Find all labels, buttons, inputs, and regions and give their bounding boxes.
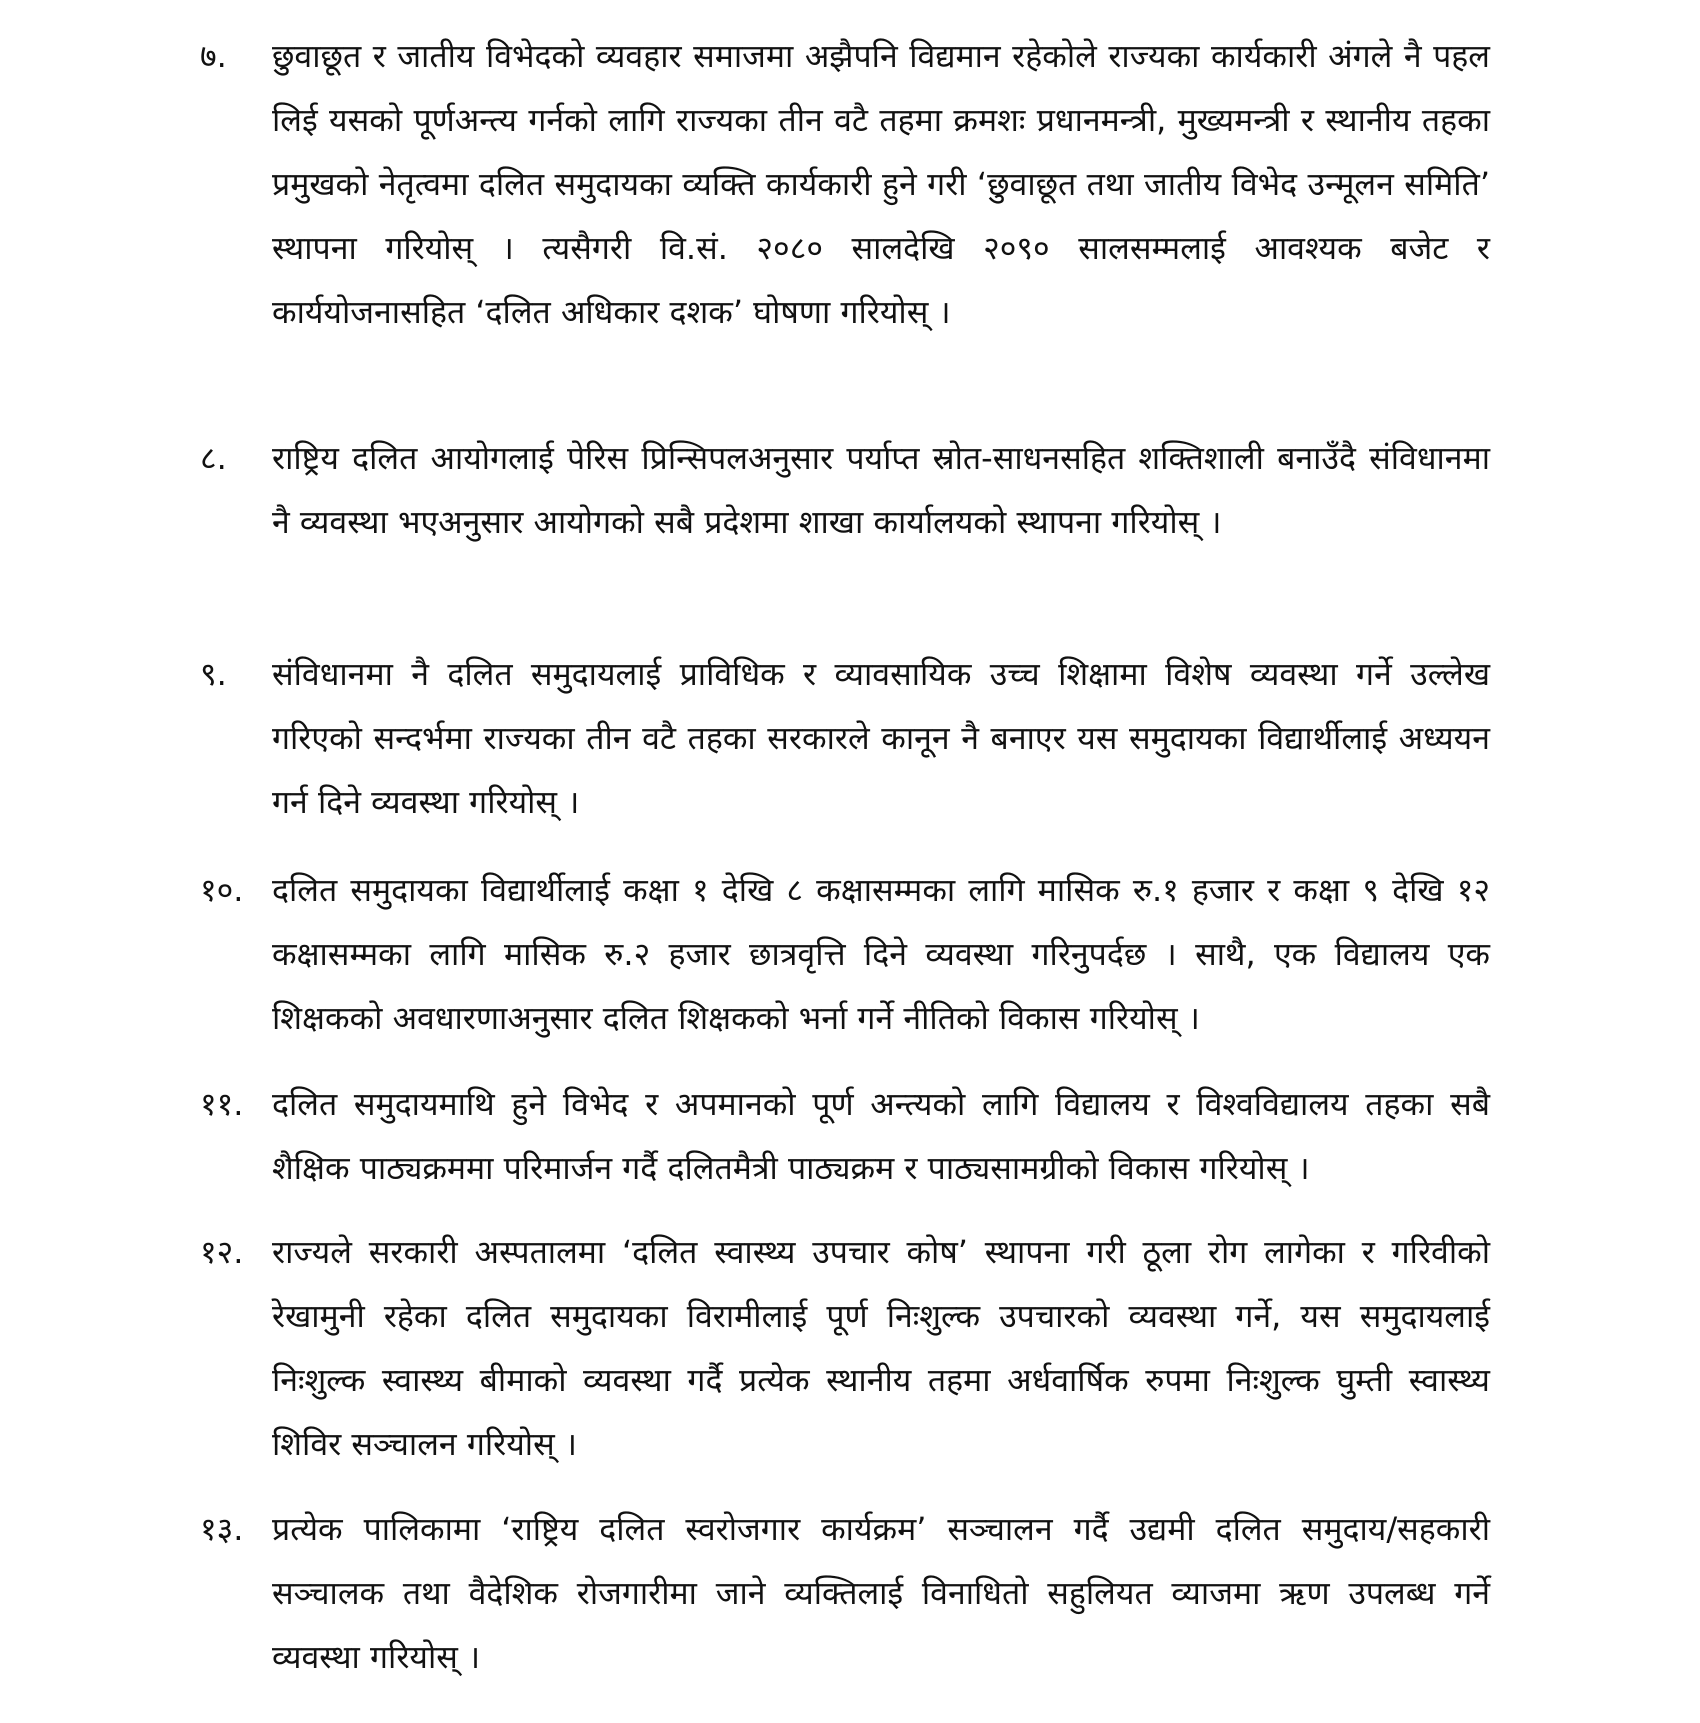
list-item (200, 642, 1490, 834)
item-number: ९. (200, 655, 227, 693)
item-text: प्रत्येक पालिकामा ‘राष्ट्रिय दलित स्वरोजगार कार्यक्रम’ सञ्चालन गर्दै उद्यमी दलित समुदाय/सहकारी सञ्चालक तथा वैदेशिक रोजगारीमा जाने व्यक्तिलाई विनाधितो सहुलियत व्याजमा ऋण उपलब्ध गर्ने व्यवस्था गरियोस् । (272, 1510, 1490, 1676)
item-number: १३. (200, 1510, 244, 1548)
list-item (200, 858, 1490, 1050)
item-number: १०. (200, 871, 244, 909)
item-text: राज्यले सरकारी अस्पतालमा ‘दलित स्वास्थ्य उपचार कोष’ स्थापना गरी ठूला रोग लागेका र गरिवीको रेखामुनी रहेका दलित समुदायका विरामीलाई पूर्ण निःशुल्क उपचारको व्यवस्था गर्ने, यस समुदायलाई निःशुल्क स्वास्थ्य बीमाको व्यवस्था गर्दै प्रत्येक स्थानीय तहमा अर्धवार्षिक रुपमा निःशुल्क घुम्ती स्वास्थ्य शिविर सञ्चालन गरियोस् । (272, 1233, 1491, 1463)
list-item (200, 1220, 1490, 1476)
item-number: ८. (200, 439, 227, 477)
item-text: दलित समुदायमाथि हुने विभेद र अपमानको पूर्ण अन्त्यको लागि विद्यालय र विश्वविद्यालय तहका सबै शैक्षिक पाठ्यक्रममा परिमार्जन गर्दै दलितमैत्री पाठ्यक्रम र पाठ्यसामग्रीको विकास गरियोस् । (272, 1085, 1490, 1187)
list-item (200, 24, 1490, 344)
item-text: राष्ट्रिय दलित आयोगलाई पेरिस प्रिन्सिपलअनुसार पर्याप्त स्रोत-साधनसहित शक्तिशाली बनाउँदै संविधानमा नै व्यवस्था भएअनुसार आयोगको सबै प्रदेशमा शाखा कार्यालयको स्थापना गरियोस् । (272, 439, 1490, 541)
item-text: छुवाछूत र जातीय विभेदको व्यवहार समाजमा अझैपनि विद्यमान रहेकोले राज्यका कार्यकारी अंगले नै पहल लिई यसको पूर्णअन्त्य गर्नको लागि राज्यका तीन वटै तहमा क्रमशः प्रधानमन्त्री, मुख्यमन्त्री र स्थानीय तहका प्रमुखको नेतृत्वमा दलित समुदायका व्यक्ति कार्यकारी हुने गरी ‘छुवाछूत तथा जातीय विभेद उन्मूलन समिति’ स्थापना गरियोस् । त्यसैगरी वि.सं. २०८० सालदेखि २०९० सालसम्मलाई आवश्यक बजेट र कार्ययोजनासहित ‘दलित अधिकार दशक’ घोषणा गरियोस् । (272, 37, 1490, 331)
item-text: संविधानमा नै दलित समुदायलाई प्राविधिक र व्यावसायिक उच्च शिक्षामा विशेष व्यवस्था गर्ने उल्लेख गरिएको सन्दर्भमा राज्यका तीन वटै तहका सरकारले कानून नै बनाएर यस समुदायका विद्यार्थीलाई अध्ययन गर्न दिने व्यवस्था गरियोस् । (272, 655, 1490, 821)
list-item (200, 426, 1490, 554)
list-item (200, 1497, 1490, 1689)
item-text: दलित समुदायका विद्यार्थीलाई कक्षा १ देखि ८ कक्षासम्मका लागि मासिक रु.१ हजार र कक्षा ९ देखि १२ कक्षासम्मका लागि मासिक रु.२ हजार छात्रवृत्ति दिने व्यवस्था गरिनुपर्दछ । साथै, एक विद्यालय एक शिक्षकको अवधारणाअनुसार दलित शिक्षकको भर्ना गर्ने नीतिको विकास गरियोस् । (272, 871, 1490, 1037)
list-item (200, 1072, 1490, 1200)
item-number: १२. (200, 1233, 244, 1271)
item-number: ७. (200, 37, 227, 75)
item-number: ११. (200, 1085, 244, 1123)
